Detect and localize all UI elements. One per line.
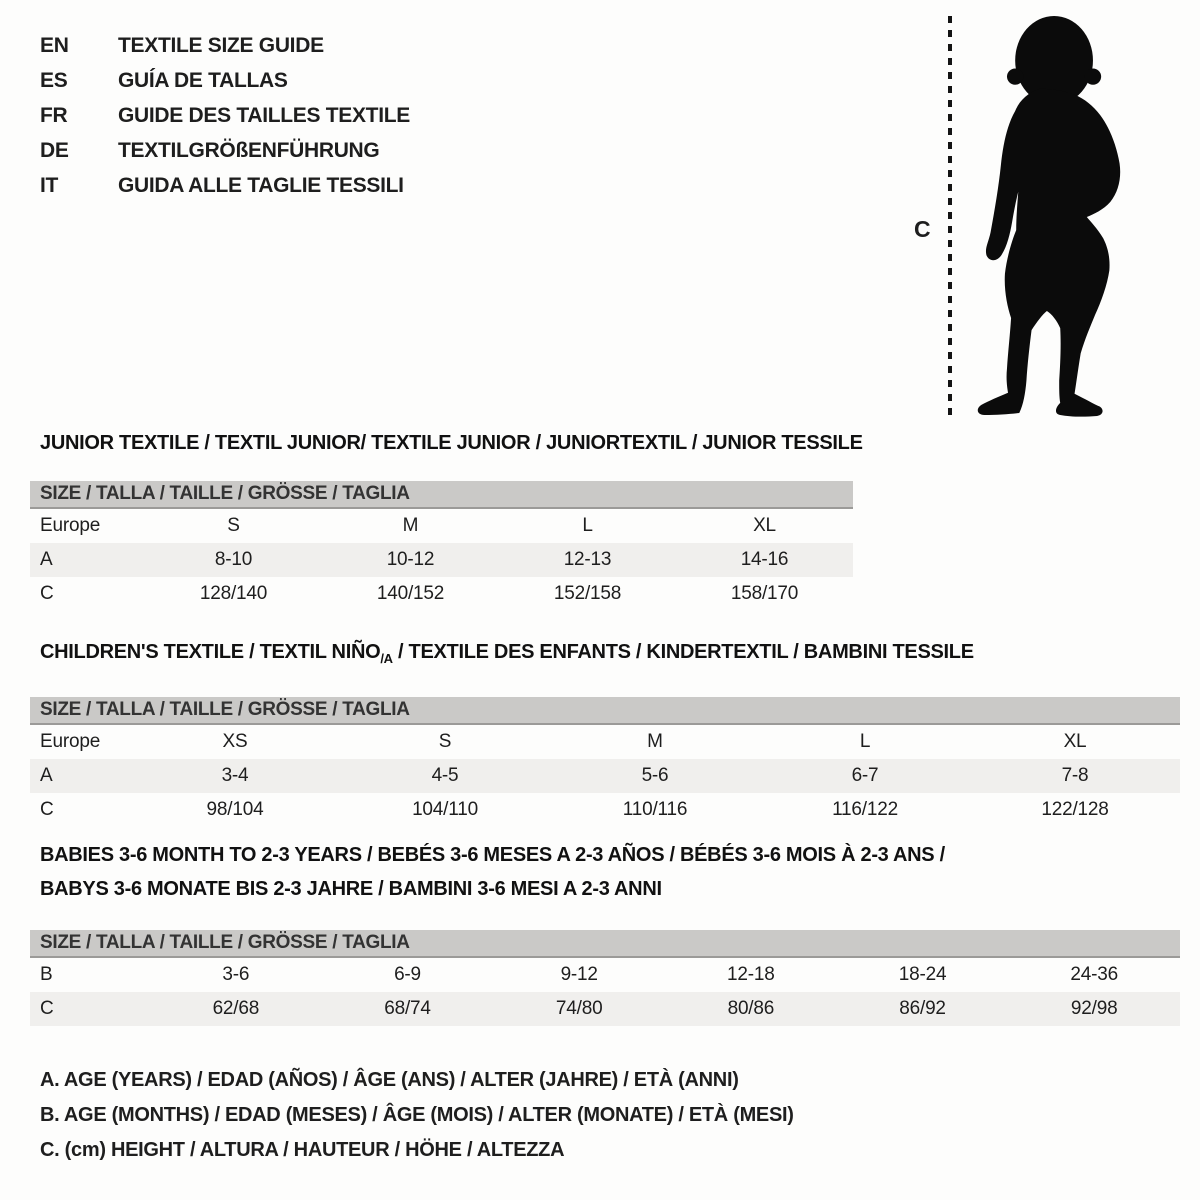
height-cell: 122/128 [1041, 799, 1109, 820]
row-label: C [40, 799, 54, 820]
row-label: A [40, 765, 53, 786]
children-title-post: / TEXTILE DES ENFANTS / KINDERTEXTIL / BAMBINI TESSILE [392, 641, 974, 663]
language-code: ES [40, 68, 68, 92]
size-cell: S [227, 515, 240, 536]
height-cell: 128/140 [199, 583, 268, 604]
height-cell: 68/74 [384, 998, 431, 1019]
age-cell: 10-12 [386, 549, 435, 570]
language-row-es [40, 63, 410, 98]
table-row-age [30, 759, 1180, 793]
row-label: A [40, 549, 53, 570]
size-cell: XL [753, 515, 776, 536]
age-cell: 4-5 [431, 765, 459, 786]
legend-line-b: B. AGE (MONTHS) / EDAD (MESES) / ÂGE (MOIS) / ALTER (MONATE) / ETÀ (MESI) [40, 1104, 794, 1126]
size-cell: L [859, 731, 871, 752]
height-cell: 92/98 [1070, 998, 1118, 1019]
size-cell: XL [1063, 731, 1087, 752]
table-row-height [30, 793, 1180, 827]
legend-line-c: C. (cm) HEIGHT / ALTURA / HAUTEUR / HÖHE / ALTEZZA [40, 1139, 565, 1161]
table-row-age-months [30, 958, 1180, 992]
age-cell: 24-36 [1070, 964, 1118, 985]
babies-title-line2: BABYS 3-6 MONATE BIS 2-3 JAHRE / BAMBINI 3-6 MESI A 2-3 ANNI [40, 878, 662, 900]
size-cell: M [402, 515, 419, 536]
junior-section-title: JUNIOR TEXTILE / TEXTIL JUNIOR/ TEXTILE JUNIOR / JUNIORTEXTIL / JUNIOR TESSILE [40, 432, 863, 454]
children-section-title [40, 641, 974, 666]
babies-title-line1: BABIES 3-6 MONTH TO 2-3 YEARS / BEBÉS 3-6 MESES A 2-3 AÑOS / BÉBÉS 3-6 MOIS À 2-3 ANS / [40, 844, 945, 866]
children-title-pre: CHILDREN'S TEXTILE / TEXTIL NIÑO [40, 641, 381, 663]
size-header-label: SIZE / TALLA / TAILLE / GRÖSSE / TAGLIA [40, 699, 410, 720]
height-cell: 110/116 [622, 799, 688, 820]
height-cell: 104/110 [412, 799, 478, 820]
size-cell: M [647, 731, 663, 752]
height-cell: 98/104 [206, 799, 264, 820]
age-cell: 6-9 [394, 964, 421, 985]
size-header-label: SIZE / TALLA / TAILLE / GRÖSSE / TAGLIA [40, 932, 410, 953]
age-cell: 8-10 [214, 549, 253, 570]
age-cell: 12-13 [563, 549, 612, 570]
measure-legend [40, 1063, 794, 1168]
height-cell: 152/158 [553, 583, 622, 604]
guide-title-es: GUÍA DE TALLAS [118, 68, 288, 92]
row-label: C [40, 583, 54, 604]
height-cell: 116/122 [832, 799, 898, 820]
height-cell: 74/80 [555, 998, 603, 1019]
junior-size-table [30, 481, 853, 611]
language-code: IT [40, 173, 59, 197]
size-table-header-bar [30, 481, 853, 509]
size-cell: L [582, 515, 593, 536]
language-title-list [40, 28, 410, 203]
age-cell: 18-24 [898, 964, 947, 985]
language-code: FR [40, 103, 68, 127]
size-table-header-bar [30, 697, 1180, 725]
height-measure-line [948, 16, 952, 416]
row-label: B [40, 964, 53, 985]
size-table-header-bar [30, 930, 1180, 958]
row-label: Europe [40, 515, 101, 536]
age-cell: 14-16 [740, 549, 789, 570]
legend-line-a: A. AGE (YEARS) / EDAD (AÑOS) / ÂGE (ANS) / ALTER (JAHRE) / ETÀ (ANNI) [40, 1069, 739, 1091]
table-row-age [30, 543, 853, 577]
language-row-it [40, 168, 410, 203]
child-silhouette-icon [964, 14, 1138, 418]
table-row-height [30, 992, 1180, 1026]
age-cell: 9-12 [560, 964, 598, 985]
row-label: C [40, 998, 54, 1019]
language-code: DE [40, 138, 69, 162]
row-label: Europe [40, 731, 101, 752]
guide-title-fr: GUIDE DES TAILLES TEXTILE [118, 103, 410, 127]
height-cell: 80/86 [727, 998, 775, 1019]
children-title-sub: /A [380, 651, 393, 666]
age-cell: 3-6 [222, 964, 250, 985]
age-cell: 7-8 [1061, 765, 1089, 786]
height-cell: 140/152 [376, 583, 445, 604]
table-row-europe [30, 725, 1180, 759]
size-header-label: SIZE / TALLA / TAILLE / GRÖSSE / TAGLIA [40, 483, 410, 504]
height-measure-label: C [914, 216, 931, 242]
guide-title-de: TEXTILGRÖßENFÜHRUNG [118, 138, 380, 162]
size-cell: S [438, 731, 452, 752]
table-row-height [30, 577, 853, 611]
language-row-fr [40, 98, 410, 133]
guide-title-it: GUIDA ALLE TAGLIE TESSILI [118, 173, 404, 197]
age-cell: 3-4 [221, 765, 249, 786]
age-cell: 6-7 [851, 765, 879, 786]
babies-size-table [30, 930, 1180, 1026]
height-cell: 86/92 [899, 998, 946, 1019]
height-cell: 158/170 [730, 583, 799, 604]
guide-title-en: TEXTILE SIZE GUIDE [118, 33, 324, 57]
table-row-europe [30, 509, 853, 543]
children-size-table [30, 697, 1180, 827]
language-row-de [40, 133, 410, 168]
language-row-en [40, 28, 410, 63]
size-cell: XS [222, 731, 248, 752]
babies-section-title [40, 838, 945, 906]
age-cell: 12-18 [727, 964, 775, 985]
height-cell: 62/68 [212, 998, 260, 1019]
language-code: EN [40, 33, 69, 57]
age-cell: 5-6 [641, 765, 669, 786]
